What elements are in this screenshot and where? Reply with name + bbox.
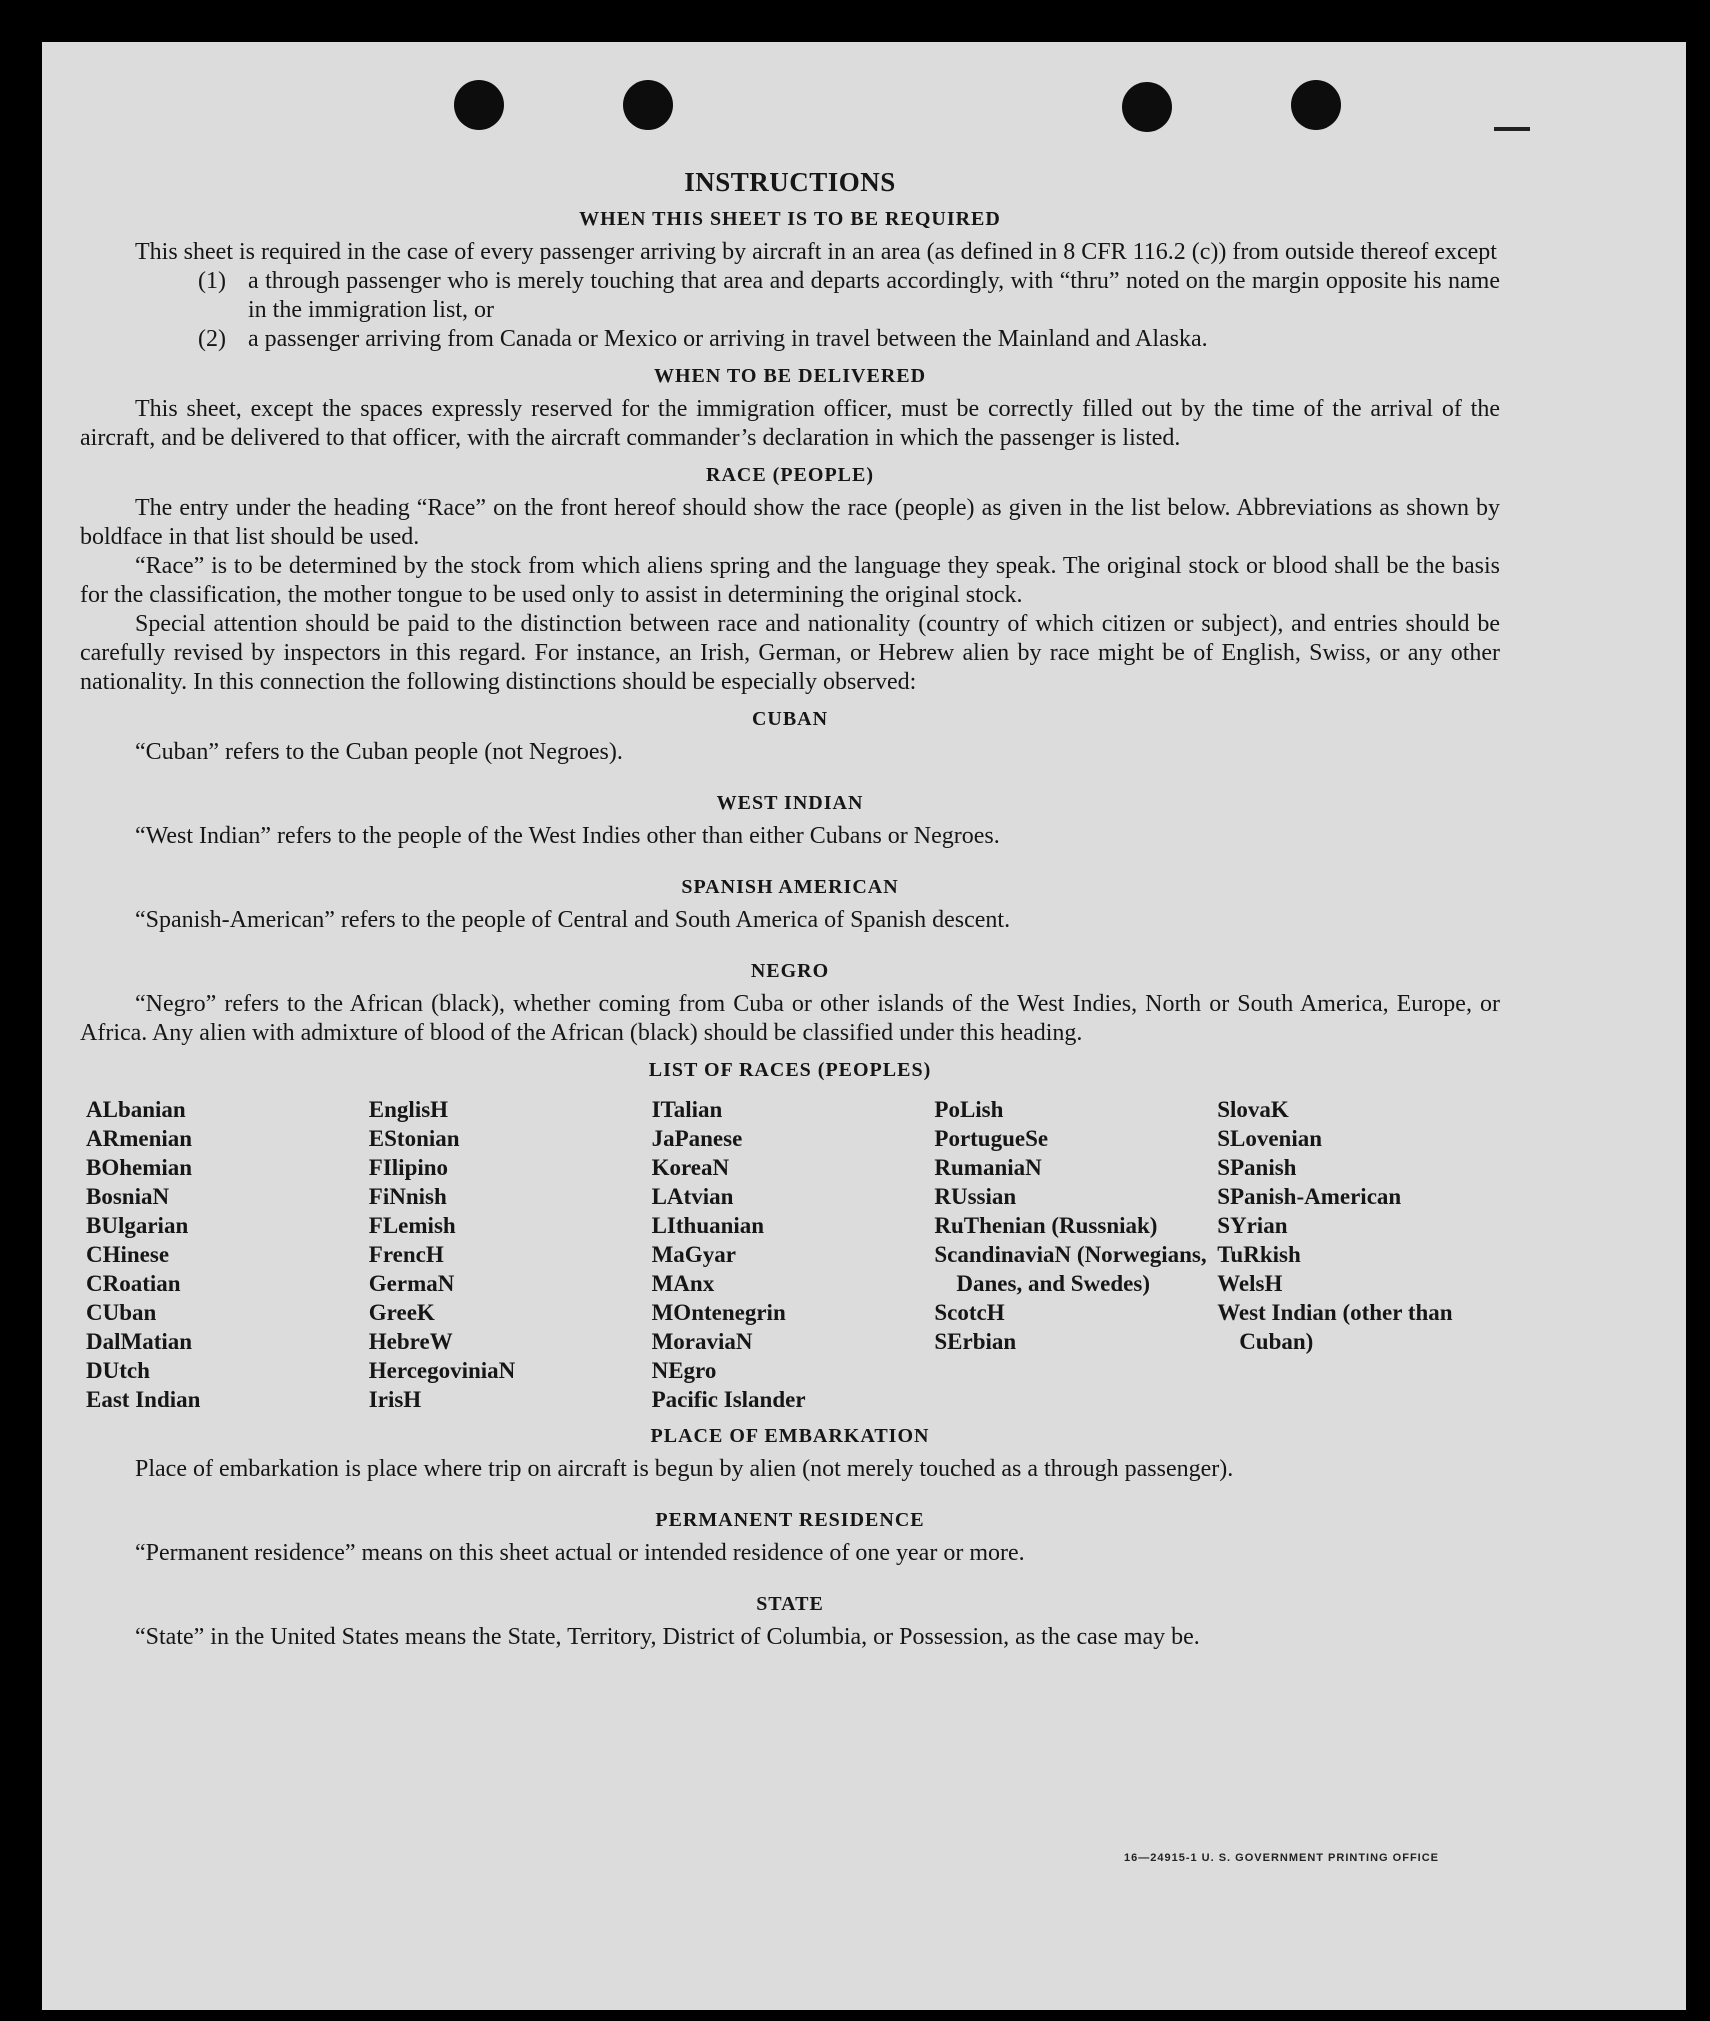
race-entry: DUtch (86, 1358, 150, 1383)
heading-when-delivered: WHEN TO BE DELIVERED (653, 365, 927, 387)
paragraph-spanish-american: “Spanish-American” refers to the people of Central and South America of Spanish descent. (135, 907, 1011, 933)
race-entry: RUssian (934, 1184, 1017, 1209)
item-text: a through passenger who is merely touching that area and departs accordingly, with “thru” noted on the margin opposite his name in the immigration list, or (248, 268, 1500, 323)
item-text: a passenger arriving from Canada or Mexico or arriving in travel between the Mainland and Alaska. (248, 326, 1208, 352)
race-entry: CRoatian (86, 1271, 181, 1296)
race-entry: JaPanese (651, 1126, 743, 1151)
heading-residence: PERMANENT RESIDENCE (655, 1509, 925, 1531)
race-entry: BosniaN (86, 1184, 170, 1209)
race-entry: LAtvian (651, 1184, 734, 1209)
race-entry: EnglisH (368, 1097, 449, 1122)
heading-state: STATE (756, 1593, 824, 1615)
paragraph-cuban: “Cuban” refers to the Cuban people (not Negroes). (135, 739, 623, 765)
race-entry: PortugueSe (934, 1126, 1049, 1151)
race-entry: HebreW (368, 1329, 453, 1354)
heading-cuban: CUBAN (751, 708, 829, 730)
races-column (369, 1095, 652, 1414)
item-number: (1) (198, 268, 226, 294)
punch-hole (1122, 82, 1172, 132)
race-entry: ScandinaviaN (Norwegians, Danes, and Swedes) (934, 1242, 1207, 1296)
race-entry: ALbanian (86, 1097, 186, 1122)
item-number: (2) (198, 326, 226, 352)
races-list (86, 1095, 1500, 1414)
page-title: INSTRUCTIONS (684, 167, 896, 197)
race-entry: CHinese (86, 1242, 170, 1267)
race-entry: ITalian (651, 1097, 723, 1122)
punch-hole (1291, 80, 1341, 130)
heading-race: RACE (PEOPLE) (706, 464, 874, 486)
race-entry: FrencH (368, 1242, 444, 1267)
document-page (42, 42, 1686, 2010)
race-entry: RuThenian (Russniak) (934, 1213, 1158, 1238)
races-column (652, 1095, 935, 1414)
punch-hole (623, 80, 673, 130)
race-entry: ARmenian (86, 1126, 193, 1151)
race-entry: GermaN (368, 1271, 455, 1296)
race-entry: CUban (86, 1300, 157, 1325)
race-entry: PoLish (934, 1097, 1004, 1122)
races-column (1217, 1095, 1500, 1414)
race-entry: RumaniaN (934, 1155, 1042, 1180)
race-entry: LIthuanian (651, 1213, 765, 1238)
paragraph-race-3: Special attention should be paid to the distinction between race and nationality (country of which citizen or subject), and entries should be carefully revised by inspectors in this regard. For instance, an Irish, German, or Hebrew alien by race might be of English, Swiss, or any other nationality. In this connection the following distinctions should be especially observed: (80, 611, 1500, 695)
race-entry: NEgro (651, 1358, 717, 1383)
race-entry: MAnx (651, 1271, 715, 1296)
race-entry: SLovenian (1217, 1126, 1323, 1151)
heading-spanish-american: SPANISH AMERICAN (681, 876, 899, 898)
race-entry: GreeK (368, 1300, 435, 1325)
race-entry: ScotcH (934, 1300, 1005, 1325)
heading-west-indian: WEST INDIAN (716, 792, 864, 814)
race-entry: MaGyar (651, 1242, 736, 1267)
race-entry: BOhemian (86, 1155, 193, 1180)
paragraph-residence: “Permanent residence” means on this sheet actual or intended residence of one year or more. (135, 1540, 1025, 1566)
paragraph-race-2: “Race” is to be determined by the stock from which aliens spring and the language they speak. The original stock or blood shall be the basis for the classification, the mother tongue to be used only to assist in determining the original stock. (80, 553, 1500, 608)
race-entry: SPanish (1217, 1155, 1297, 1180)
race-entry: MOntenegrin (651, 1300, 786, 1325)
race-entry: IrisH (368, 1387, 422, 1412)
race-entry: West Indian (other than Cuban) (1217, 1300, 1453, 1354)
printer-imprint: 16—24915-1 U. S. GOVERNMENT PRINTING OFFICE (1124, 1852, 1440, 1864)
race-entry: WelsH (1217, 1271, 1283, 1296)
heading-list-of-races: LIST OF RACES (PEOPLES) (648, 1059, 932, 1081)
race-entry: SErbian (934, 1329, 1017, 1354)
race-entry: SlovaK (1217, 1097, 1289, 1122)
races-column (934, 1095, 1217, 1414)
race-entry: Pacific Islander (651, 1387, 806, 1412)
race-entry: HercegoviniaN (368, 1358, 516, 1383)
race-entry: SPanish-American (1217, 1184, 1402, 1209)
race-entry: KoreaN (651, 1155, 730, 1180)
race-entry: MoraviaN (651, 1329, 753, 1354)
race-entry: FLemish (368, 1213, 456, 1238)
race-entry: FiNnish (368, 1184, 447, 1209)
race-entry: TuRkish (1217, 1242, 1301, 1267)
race-entry: FIlipino (368, 1155, 449, 1180)
race-entry: SYrian (1217, 1213, 1288, 1238)
paragraph-west-indian: “West Indian” refers to the people of the West Indies other than either Cubans or Negroes. (135, 823, 1000, 849)
paragraph-state: “State” in the United States means the State, Territory, District of Columbia, or Possession, as the case may be. (135, 1624, 1200, 1650)
list-item (80, 325, 1500, 354)
paragraph-negro: “Negro” refers to the African (black), whether coming from Cuba or other islands of the West Indies, North or South America, Europe, or Africa. Any alien with admixture of blood of the African (black) should be classified under this heading. (80, 991, 1500, 1046)
heading-negro: NEGRO (750, 960, 830, 982)
race-entry: DalMatian (86, 1329, 193, 1354)
paragraph-when-delivered: This sheet, except the spaces expressly reserved for the immigration officer, must be correctly filled out by the time of the arrival of the aircraft, and be delivered to that officer, with the aircraft commander’s declaration in which the passenger is listed. (80, 396, 1500, 451)
paragraph-when-required: This sheet is required in the case of every passenger arriving by aircraft in an area (as defined in 8 CFR 116.2 (c)) from outside thereof except (135, 239, 1497, 265)
paragraph-race-1: The entry under the heading “Race” on the front hereof should show the race (people) as given in the list below. Abbreviations as shown by boldface in that list should be used. (80, 495, 1500, 550)
heading-when-required: WHEN THIS SHEET IS TO BE REQUIRED (579, 208, 1001, 230)
list-item (80, 267, 1500, 325)
paragraph-embarkation: Place of embarkation is place where trip on aircraft is begun by alien (not merely touched as a through passenger). (135, 1456, 1234, 1482)
race-entry: BUlgarian (86, 1213, 189, 1238)
heading-embarkation: PLACE OF EMBARKATION (650, 1425, 930, 1447)
edge-mark (1494, 127, 1530, 131)
races-column (86, 1095, 369, 1414)
race-entry: EStonian (368, 1126, 460, 1151)
punch-hole (454, 80, 504, 130)
race-entry: East Indian (86, 1387, 201, 1412)
instructions-body (80, 168, 1500, 1652)
